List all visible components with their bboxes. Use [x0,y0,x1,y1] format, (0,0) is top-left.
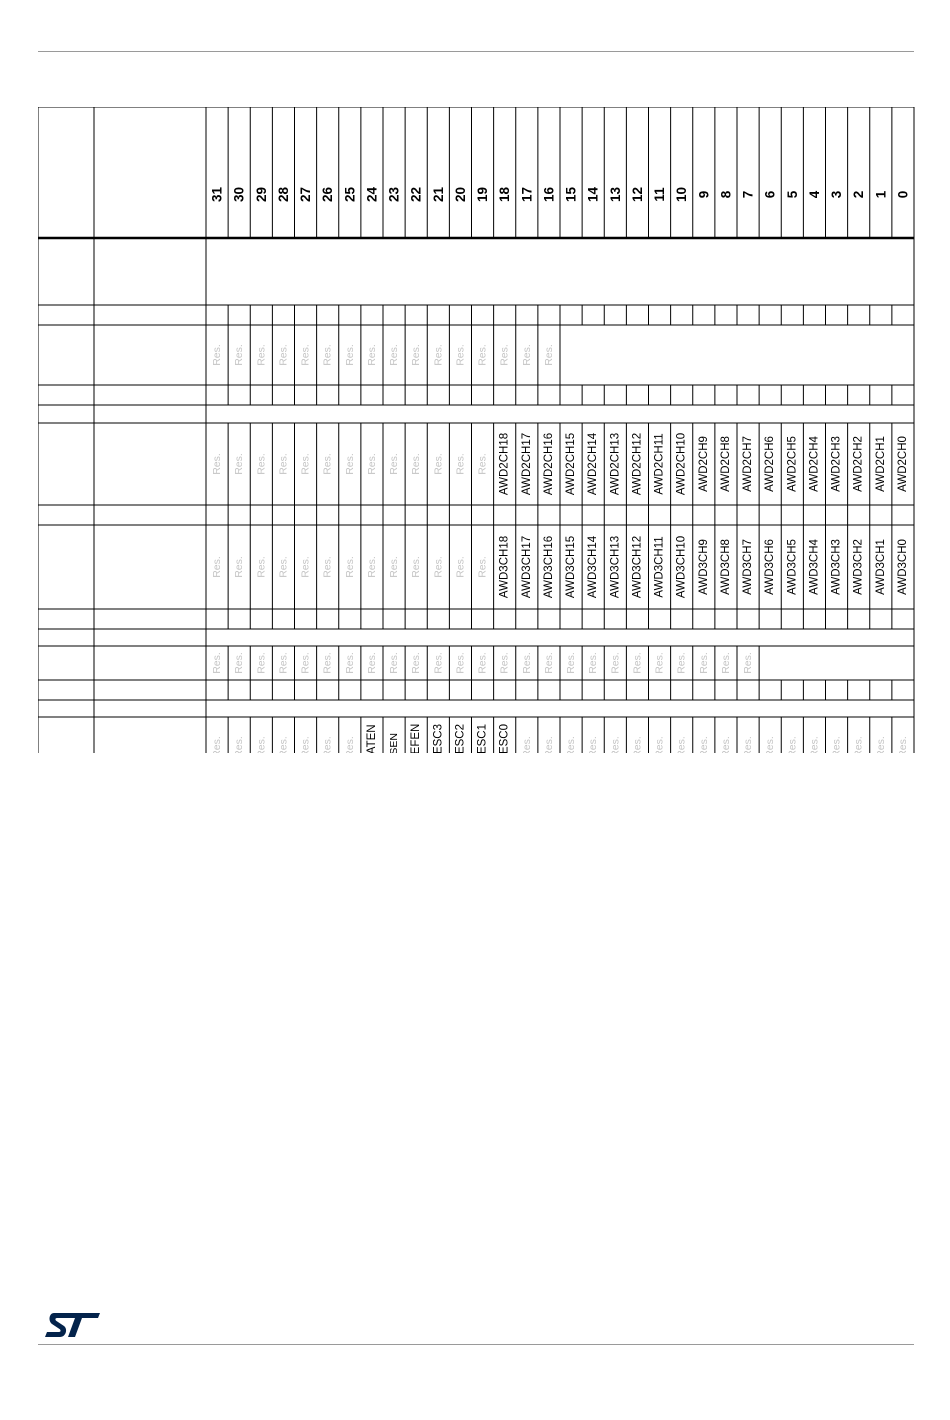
reserved-bit-label: Res. [343,652,356,674]
reserved-bit-label: Res. [719,652,732,674]
field-bit-tsen: TSEN [388,732,401,753]
reserved-bit-label: Res. [454,344,467,366]
register-map-grid [38,107,915,753]
reserved-bit-label: Res. [454,652,467,674]
reserved-bit-label: Res. [299,652,312,674]
reserved-bit-label: Res. [476,344,489,366]
field-bit-awd2ch2: AWD2CH2 [852,436,865,492]
reserved-bit-label: Res. [321,652,334,674]
reserved-bit-label: Res. [211,652,224,674]
bit-number-20: 20 [452,186,468,203]
reserved-bit-label: Res. [388,453,401,475]
bit-number-2: 2 [851,190,867,199]
reserved-bit-label: Res. [388,344,401,366]
reserved-bit-label: Res. [432,453,445,475]
reserved-bit-label: Res. [211,556,224,578]
reserved-bit-label: Res. [365,453,378,475]
field-bit-awd2ch1: AWD2CH1 [874,436,887,492]
bit-number-23: 23 [386,186,402,203]
reserved-bit-label: Res. [299,736,312,753]
bit-number-17: 17 [519,186,535,203]
field-bit-awd3ch6: AWD3CH6 [764,539,777,595]
reserved-bit-label: Res. [631,736,644,753]
reserved-bit-label: Res. [299,556,312,578]
reserved-bit-label: Res. [233,556,246,578]
reserved-bit-label: Res. [255,453,268,475]
field-bit-awd3ch5: AWD3CH5 [786,539,799,595]
field-bit-presc2: PRESC2 [454,723,467,753]
reserved-bit-label: Res. [454,556,467,578]
field-bit-awd2ch12: AWD2CH12 [631,432,644,496]
reserved-bit-label: Res. [343,736,356,753]
field-bit-awd3ch10: AWD3CH10 [675,535,688,599]
reserved-bit-label: Res. [719,736,732,753]
reserved-bit-label: Res. [476,453,489,475]
reserved-bit-label: Res. [321,556,334,578]
reserved-bit-label: Res. [432,344,445,366]
field-bit-awd3ch7: AWD3CH7 [742,539,755,595]
reserved-bit-label: Res. [653,736,666,753]
reserved-bit-label: Res. [498,344,511,366]
field-bit-awd2ch14: AWD2CH14 [587,432,600,496]
reserved-bit-label: Res. [542,344,555,366]
reserved-bit-label: Res. [896,736,909,753]
field-bit-awd2ch8: AWD2CH8 [719,436,732,492]
bit-number-25: 25 [342,186,358,203]
bit-number-29: 29 [253,186,269,203]
field-bit-awd2ch4: AWD2CH4 [808,436,821,492]
reserved-bit-label: Res. [520,344,533,366]
bit-number-4: 4 [806,190,822,199]
reserved-bit-label: Res. [454,453,467,475]
field-bit-awd2ch11: AWD2CH11 [653,433,666,495]
reserved-bit-label: Res. [365,344,378,366]
reserved-bit-label: Res. [255,556,268,578]
reserved-bit-label: Res. [476,652,489,674]
top-rule [38,51,914,52]
reserved-bit-label: Res. [277,652,290,674]
reserved-bit-label: Res. [742,652,755,674]
field-bit-awd3ch3: AWD3CH3 [830,539,843,595]
field-bit-presc0: PRESC0 [498,723,511,753]
bit-number-9: 9 [696,190,712,199]
field-bit-awd2ch6: AWD2CH6 [764,436,777,492]
reserved-bit-label: Res. [565,652,578,674]
bit-number-18: 18 [497,186,513,203]
reserved-bit-label: Res. [852,736,865,753]
field-bit-awd2ch16: AWD2CH16 [542,432,555,496]
bit-number-13: 13 [607,186,623,203]
reserved-bit-label: Res. [255,736,268,753]
bit-number-14: 14 [585,186,601,203]
field-bit-presc3: PRESC3 [432,723,445,753]
reserved-bit-label: Res. [343,556,356,578]
reserved-bit-label: Res. [233,736,246,753]
field-bit-awd2ch3: AWD2CH3 [830,436,843,492]
reserved-bit-label: Res. [255,652,268,674]
field-bit-awd3ch2: AWD3CH2 [852,539,865,595]
reserved-bit-label: Res. [742,736,755,753]
reserved-bit-label: Res. [432,652,445,674]
field-bit-awd3ch13: AWD3CH13 [609,535,622,599]
reserved-bit-label: Res. [675,736,688,753]
field-bit-awd2ch10: AWD2CH10 [675,432,688,496]
bit-number-26: 26 [320,186,336,203]
register-map-table [38,107,915,758]
reserved-bit-label: Res. [211,344,224,366]
field-bit-presc1: PRESC1 [476,723,489,753]
reserved-bit-label: Res. [542,736,555,753]
reserved-bit-label: Res. [233,652,246,674]
reserved-bit-label: Res. [410,556,423,578]
reserved-bit-label: Res. [565,736,578,753]
reserved-bit-label: Res. [410,344,423,366]
reserved-bit-label: Res. [764,736,777,753]
field-bit-awd2ch0: AWD2CH0 [896,436,909,492]
field-bit-awd3ch18: AWD3CH18 [498,535,511,599]
reserved-bit-label: Res. [211,453,224,475]
reserved-bit-label: Res. [343,344,356,366]
reserved-bit-label: Res. [211,736,224,753]
field-bit-vrefen: VREFEN [410,723,423,753]
reserved-bit-label: Res. [277,344,290,366]
reserved-bit-label: Res. [321,453,334,475]
reserved-bit-label: Res. [520,652,533,674]
bit-number-1: 1 [873,190,889,199]
reserved-bit-label: Res. [609,652,622,674]
reserved-bit-label: Res. [587,652,600,674]
field-bit-awd3ch17: AWD3CH17 [520,535,533,599]
reserved-bit-label: Res. [277,453,290,475]
bit-number-0: 0 [895,190,911,199]
bit-number-31: 31 [209,186,225,203]
field-bit-awd3ch9: AWD3CH9 [697,539,710,595]
reserved-bit-label: Res. [299,453,312,475]
bit-number-5: 5 [784,190,800,199]
bit-number-27: 27 [298,186,314,203]
field-bit-vbaten: VBATEN [365,724,378,753]
field-bit-awd3ch12: AWD3CH12 [631,535,644,599]
reserved-bit-label: Res. [321,736,334,753]
bit-number-22: 22 [408,186,424,203]
reserved-bit-label: Res. [653,652,666,674]
reserved-bit-label: Res. [321,344,334,366]
reserved-bit-label: Res. [233,453,246,475]
bit-number-3: 3 [829,190,845,199]
reserved-bit-label: Res. [410,453,423,475]
field-bit-awd2ch18: AWD2CH18 [498,432,511,496]
reserved-bit-label: Res. [233,344,246,366]
field-bit-awd3ch0: AWD3CH0 [896,539,909,595]
reserved-bit-label: Res. [476,556,489,578]
reserved-bit-label: Res. [808,736,821,753]
reserved-bit-label: Res. [697,736,710,753]
reserved-bit-label: Res. [388,652,401,674]
reserved-bit-label: Res. [675,652,688,674]
field-bit-awd3ch4: AWD3CH4 [808,539,821,595]
field-bit-awd3ch8: AWD3CH8 [719,539,732,595]
reserved-bit-label: Res. [830,736,843,753]
field-bit-awd2ch9: AWD2CH9 [697,436,710,492]
reserved-bit-label: Res. [631,652,644,674]
field-bit-awd2ch13: AWD2CH13 [609,432,622,496]
bit-number-8: 8 [718,190,734,199]
field-bit-awd2ch7: AWD2CH7 [742,436,755,492]
reserved-bit-label: Res. [255,344,268,366]
bit-number-24: 24 [364,186,380,203]
reserved-bit-label: Res. [343,453,356,475]
reserved-bit-label: Res. [874,736,887,753]
reserved-bit-label: Res. [410,652,423,674]
reserved-bit-label: Res. [786,736,799,753]
reserved-bit-label: Res. [365,556,378,578]
reserved-bit-label: Res. [587,736,600,753]
bit-number-6: 6 [762,190,778,199]
bit-number-16: 16 [541,186,557,203]
bit-number-30: 30 [231,186,247,203]
reserved-bit-label: Res. [697,652,710,674]
bit-number-28: 28 [275,186,291,203]
bit-number-12: 12 [629,186,645,203]
field-bit-awd3ch15: AWD3CH15 [565,535,578,599]
field-bit-awd2ch5: AWD2CH5 [786,436,799,492]
reserved-bit-label: Res. [432,556,445,578]
bit-number-21: 21 [430,186,446,203]
reserved-bit-label: Res. [609,736,622,753]
bit-number-10: 10 [674,186,690,203]
st-logo-icon [44,1312,102,1343]
field-bit-awd3ch1: AWD3CH1 [874,539,887,595]
bit-number-11: 11 [652,187,668,202]
reserved-bit-label: Res. [277,736,290,753]
field-bit-awd2ch15: AWD2CH15 [565,432,578,496]
field-bit-awd3ch14: AWD3CH14 [587,535,600,599]
bit-number-7: 7 [740,190,756,199]
reserved-bit-label: Res. [542,652,555,674]
field-bit-awd2ch17: AWD2CH17 [520,432,533,496]
reserved-bit-label: Res. [520,736,533,753]
reserved-bit-label: Res. [498,652,511,674]
reserved-bit-label: Res. [388,556,401,578]
reserved-bit-label: Res. [365,652,378,674]
field-bit-awd3ch16: AWD3CH16 [542,535,555,599]
bit-number-19: 19 [475,186,491,203]
reserved-bit-label: Res. [299,344,312,366]
bit-number-15: 15 [563,186,579,203]
field-bit-awd3ch11: AWD3CH11 [653,536,666,598]
reserved-bit-label: Res. [277,556,290,578]
bottom-rule [38,1344,914,1345]
